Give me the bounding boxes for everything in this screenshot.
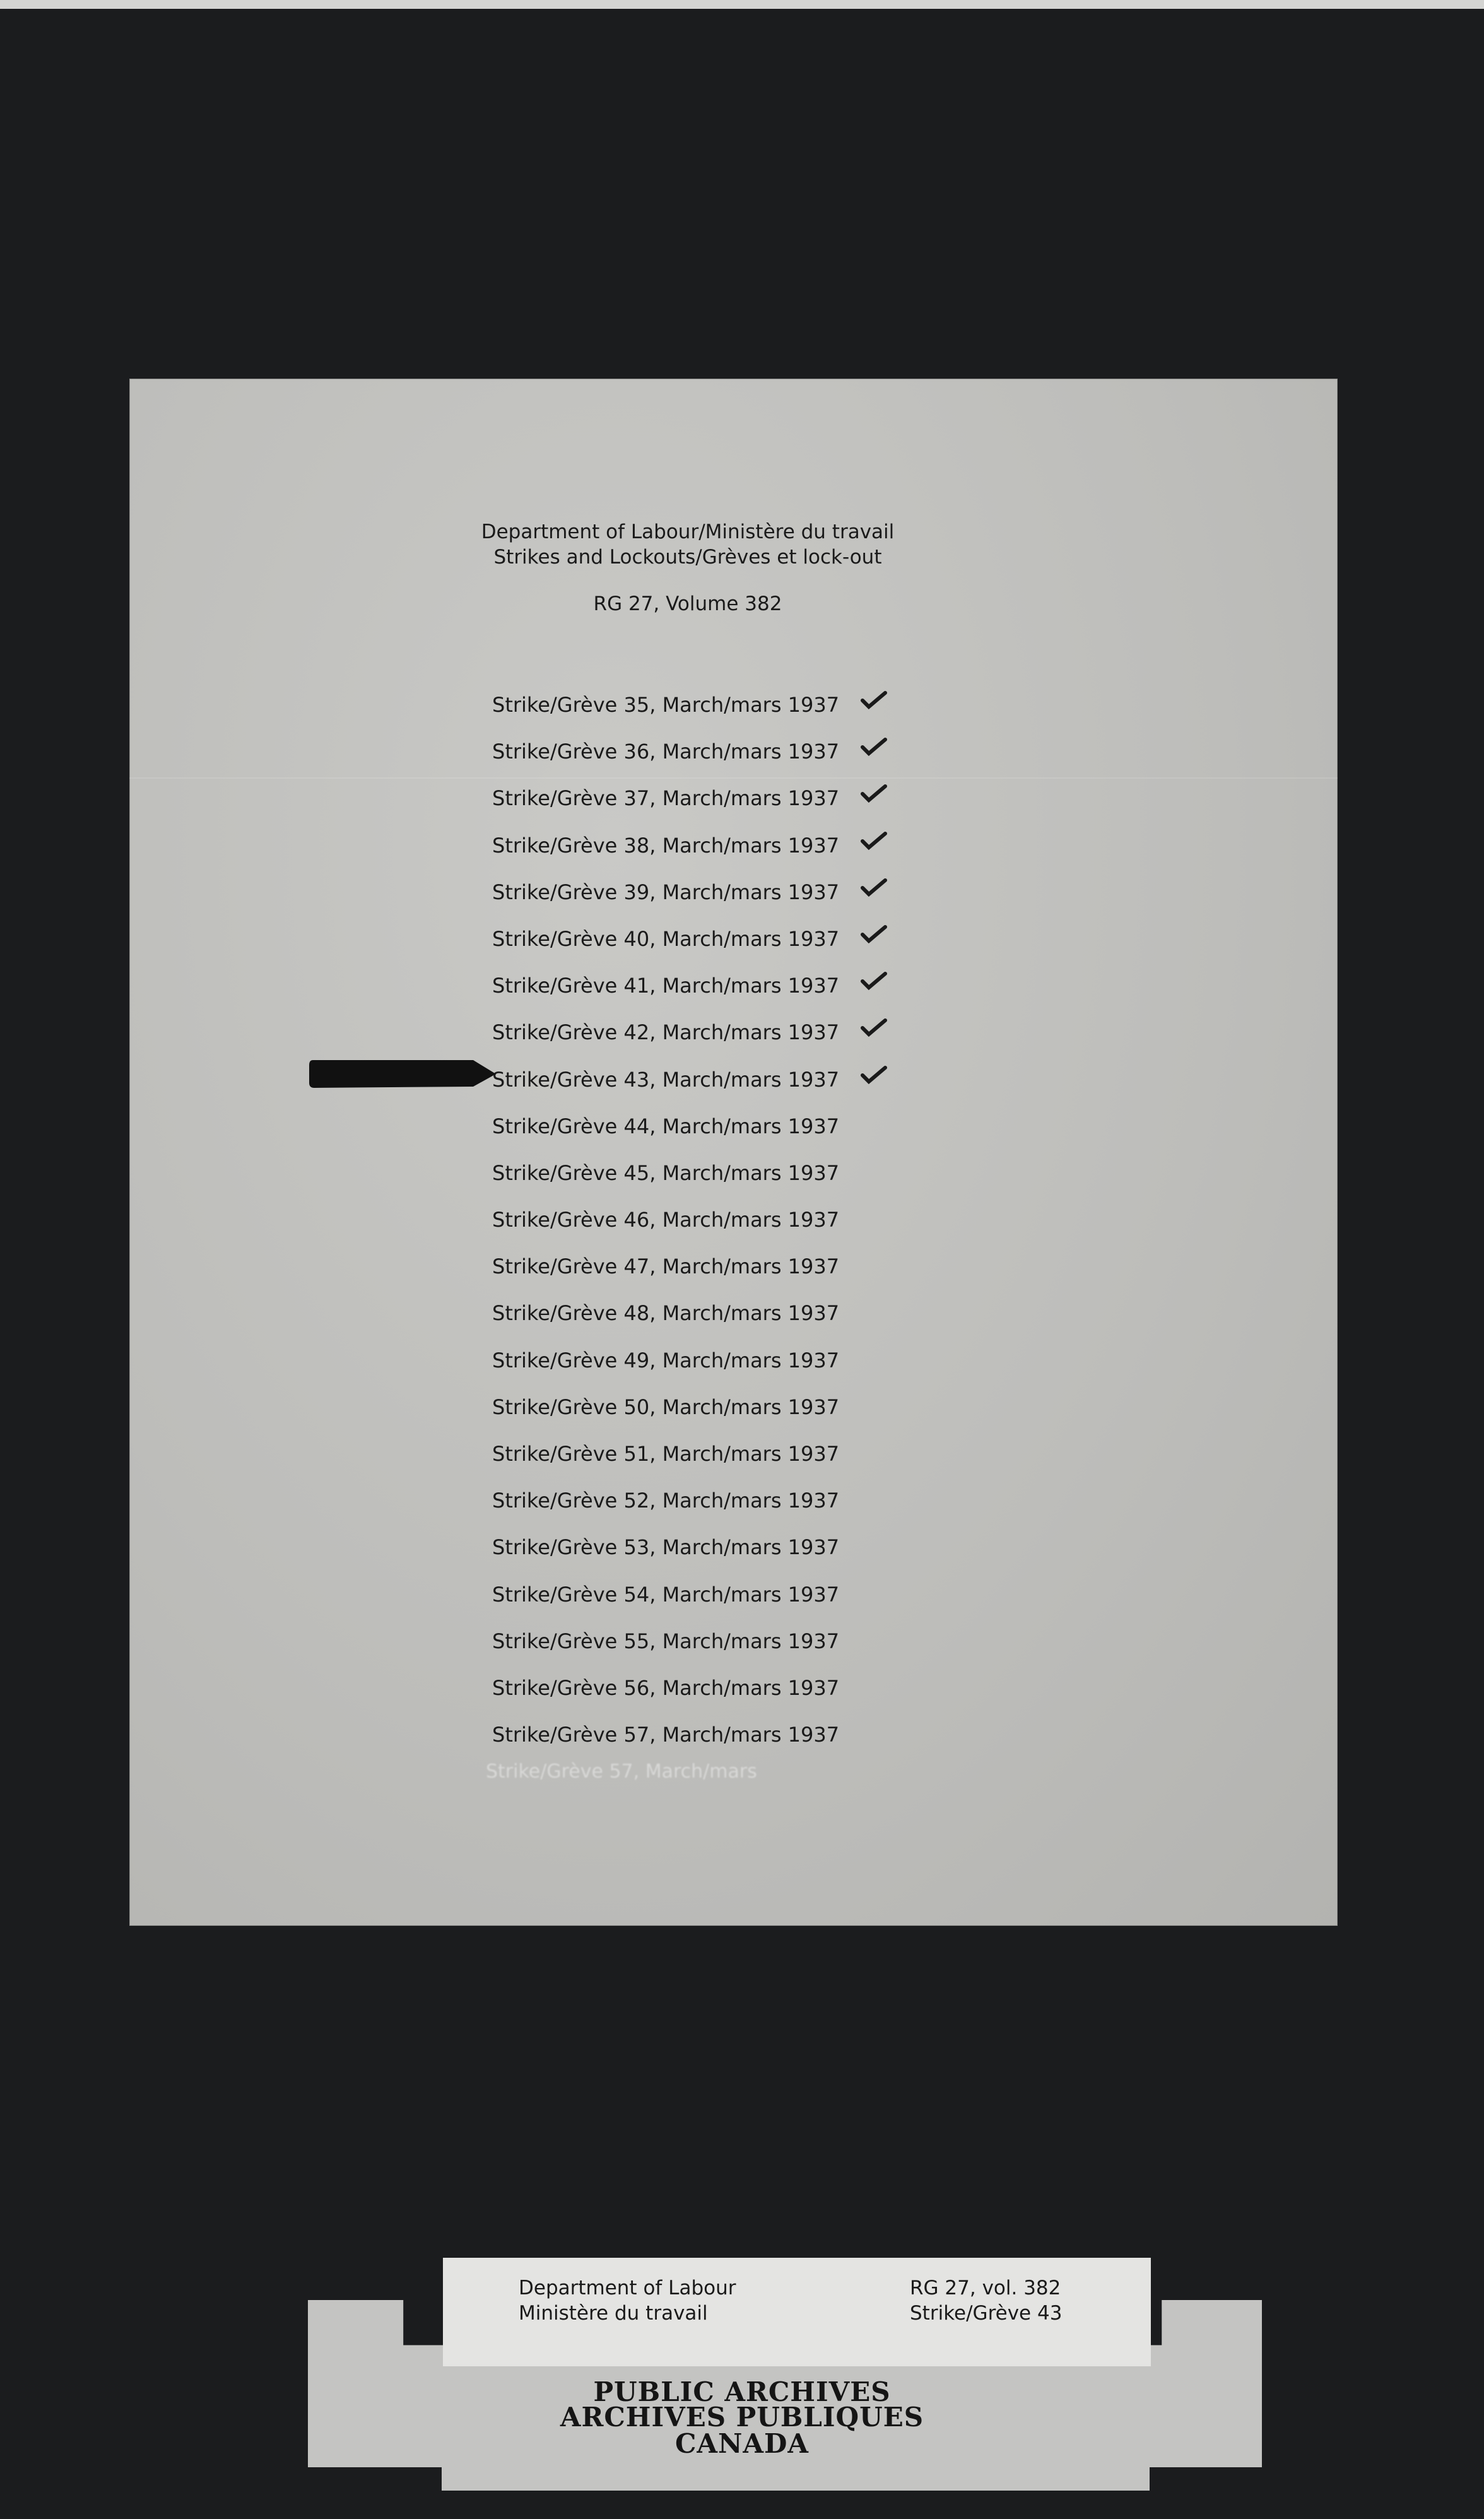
strike-entry: [492, 1103, 972, 1150]
strike-entry: [492, 1477, 972, 1524]
strike-entry: [492, 962, 972, 1009]
archives-stand-base: [442, 2464, 1150, 2491]
volume-label: RG 27, Volume 382: [593, 593, 782, 615]
strike-entry: [492, 1056, 972, 1103]
strike-list: [492, 681, 972, 1758]
strike-entry-text: Strike/Grève 42, March/mars 1937: [492, 1020, 840, 1045]
strike-entry: [492, 1384, 972, 1431]
strike-entry-text: Strike/Grève 36, March/mars 1937: [492, 740, 840, 764]
strike-entry-text: Strike/Grève 49, March/mars 1937: [492, 1348, 840, 1372]
strike-entry: [492, 681, 972, 728]
checkmark-icon: [860, 827, 888, 855]
strike-entry-text: Strike/Grève 44, March/mars 1937: [492, 1114, 840, 1138]
strike-entry: [492, 1711, 972, 1758]
strike-entry: [492, 775, 972, 822]
strike-entry-text: Strike/Grève 47, March/mars 1937: [492, 1254, 840, 1279]
checkmark-icon: [860, 1014, 888, 1042]
checkmark-icon: [860, 921, 888, 948]
checkmark-icon: [860, 874, 888, 902]
strike-entry-text: Strike/Grève 41, March/mars 1937: [492, 974, 840, 998]
strike-entry-text: Strike/Grève 48, March/mars 1937: [492, 1301, 840, 1326]
strike-entry-text: Strike/Grève 35, March/mars 1937: [492, 693, 840, 717]
strike-entry-text: Strike/Grève 38, March/mars 1937: [492, 833, 840, 858]
strike-entry-text: Strike/Grève 46, March/mars 1937: [492, 1208, 840, 1232]
archives-line-1: PUBLIC ARCHIVES: [593, 2376, 891, 2407]
strike-entry-text: Strike/Grève 40, March/mars 1937: [492, 926, 840, 951]
label-dept-fr: Ministère du travail: [519, 2302, 708, 2325]
faded-entry: Strike/Grève 57, March/mars: [486, 1761, 757, 1783]
strike-entry: [492, 916, 972, 962]
strike-entry: [492, 1431, 972, 1477]
identification-label: [443, 2258, 1151, 2366]
strike-entry-text: Strike/Grève 37, March/mars 1937: [492, 786, 840, 811]
strike-entry-text: Strike/Grève 51, March/mars 1937: [492, 1442, 840, 1466]
strike-entry: [492, 1524, 972, 1571]
strike-entry: [492, 1196, 972, 1243]
label-strike: Strike/Grève 43: [910, 2302, 1063, 2325]
strike-entry: [492, 869, 972, 916]
checkmark-icon: [860, 780, 888, 808]
pointer-arrow-icon: [308, 1055, 497, 1090]
strike-entry: [492, 1571, 972, 1618]
header-line-1: Department of Labour/Ministère du travail: [481, 521, 895, 543]
strike-entry: [492, 1290, 972, 1336]
strike-entry-text: Strike/Grève 53, March/mars 1937: [492, 1535, 840, 1560]
strike-entry-text: Strike/Grève 54, March/mars 1937: [492, 1582, 840, 1607]
checkmark-icon: [860, 687, 888, 714]
strike-entry-text: Strike/Grève 55, March/mars 1937: [492, 1629, 840, 1653]
strike-entry-text: Strike/Grève 45, March/mars 1937: [492, 1160, 840, 1185]
strike-entry: [492, 1618, 972, 1665]
checkmark-icon: [860, 1061, 888, 1089]
strike-entry: [492, 822, 972, 869]
strike-entry-text: Strike/Grève 43, March/mars 1937: [492, 1067, 840, 1092]
strike-entry: [492, 1243, 972, 1290]
label-dept-en: Department of Labour: [519, 2277, 736, 2299]
strike-entry-text: Strike/Grève 57, March/mars 1937: [492, 1723, 840, 1747]
header-line-2: Strikes and Lockouts/Grèves et lock-out: [493, 546, 882, 569]
strike-entry: [492, 728, 972, 775]
strike-entry-text: Strike/Grève 50, March/mars 1937: [492, 1395, 840, 1419]
strike-entry-text: Strike/Grève 52, March/mars 1937: [492, 1489, 840, 1513]
strike-entry-text: Strike/Grève 39, March/mars 1937: [492, 880, 840, 904]
archives-line-3: CANADA: [674, 2428, 809, 2459]
archives-line-2: ARCHIVES PUBLIQUES: [560, 2402, 924, 2433]
checkmark-icon: [860, 967, 888, 995]
strike-entry: [492, 1150, 972, 1196]
strike-entry-text: Strike/Grève 56, March/mars 1937: [492, 1675, 840, 1700]
strike-entry: [492, 1009, 972, 1056]
strike-entry: [492, 1337, 972, 1384]
checkmark-icon: [860, 733, 888, 761]
film-frame-edge: [0, 0, 1484, 9]
strike-entry: [492, 1665, 972, 1711]
label-volume: RG 27, vol. 382: [910, 2277, 1061, 2299]
